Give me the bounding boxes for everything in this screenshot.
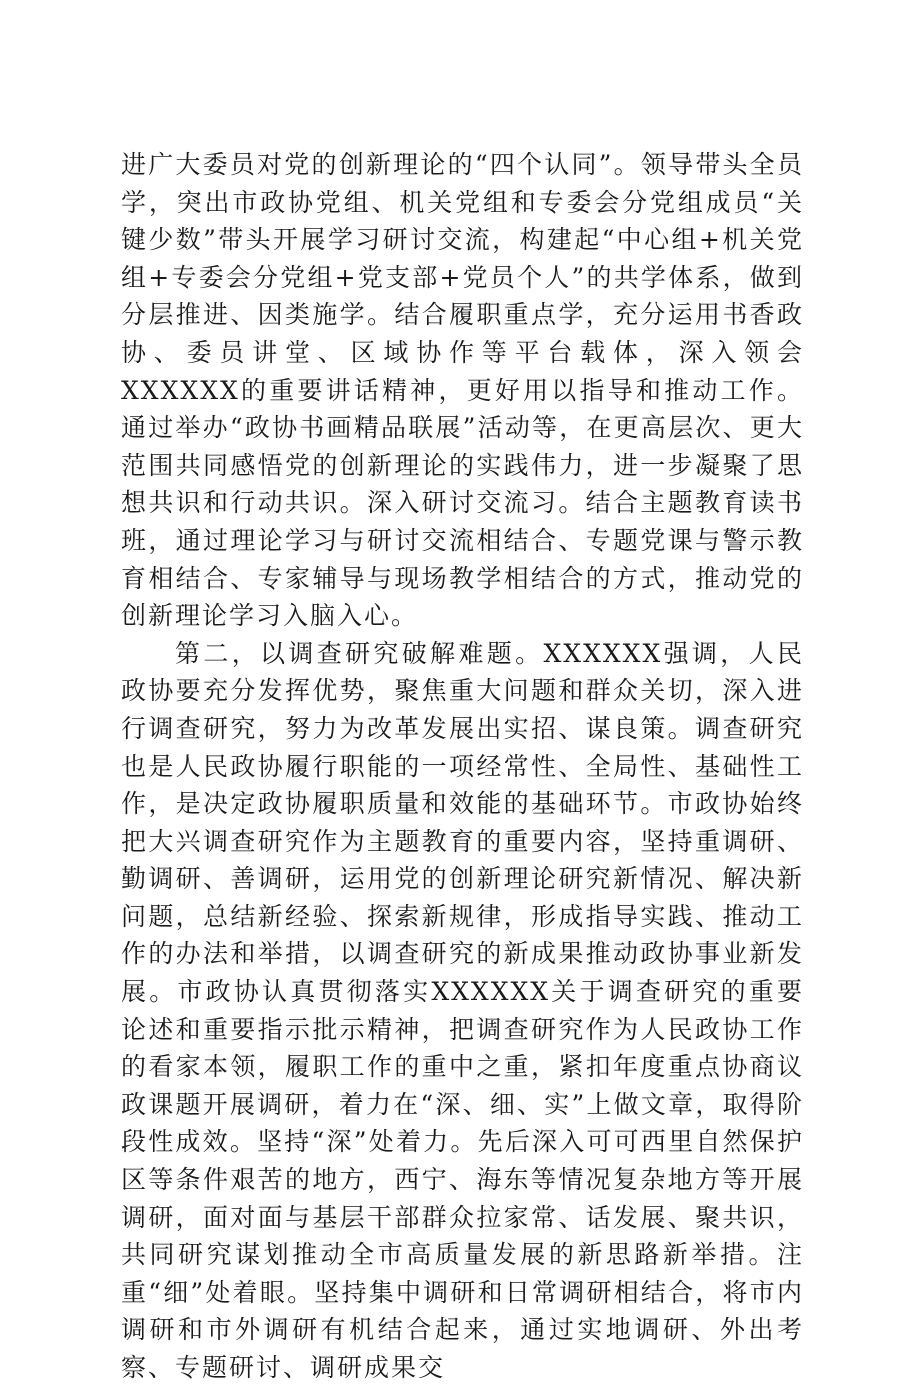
paragraph-1: 进广大委员对党的创新理论的“四个认同”。领导带头全员学，突出市政协党组、机关党组和专委会分党组成员“关键少数”带头开展学习研讨交流，构建起“中心组+机关党组+专委会分党组+党支部+党员个人”的共学体系，做到分层推进、因类施学。结合履职重点学，充分运用书香政协、委员讲堂、区域协作等平台载体，深入领会XXXXXX的重要讲话精神，更好用以指导和推动工作。通过举办“政协书画精品联展”活动等，在更高层次、更大范围共同感悟党的创新理论的实践伟力，进一步凝聚了思想共识和行动共识。深入研讨交流习。结合主题教育读书班，通过理论学习与研讨交流相结合、专题党课与警示教育相结合、专家辅导与现场教学相结合的方式，推动党的创新理论学习入脑入心。 — [121, 150, 804, 631]
paragraph-2: 第二，以调查研究破解难题。XXXXXX强调，人民政协要充分发挥优势，聚焦重大问题和群众关切，深入进行调查研究，努力为改革发展出实招、谋良策。调查研究也是人民政协履行职能的一项经常性、全局性、基础性工作，是决定政协履职质量和效能的基础环节。市政协始终把大兴调查研究作为主题教育的重要内容，坚持重调研、勤调研、善调研，运用党的创新理论研究新情况、解决新问题，总结新经验、探索新规律，形成指导实践、推动工作的办法和举措，以调查研究的新成果推动政协事业新发展。市政协认真贯彻落实XXXXXX关于调查研究的重要论述和重要指示批示精神，把调查研究作为人民政协工作的看家本领，履职工作的重中之重，紧扣年度重点协商议政课题开展调研，着力在“深、细、实”上做文章，取得阶段性成效。坚持“深”处着力。先后深入可可西里自然保护区等条件艰苦的地方，西宁、海东等情况复杂地方等开展调研，面对面与基层干部群众拉家常、话发展、聚共识，共同研究谋划推动全市高质量发展的新思路新举措。注重“细”处着眼。坚持集中调研和日常调研相结合，将市内调研和市外调研有机结合起来，通过实地调研、外出考察、专题研讨、调研成果交 — [121, 638, 804, 1382]
body-text — [121, 146, 804, 1387]
